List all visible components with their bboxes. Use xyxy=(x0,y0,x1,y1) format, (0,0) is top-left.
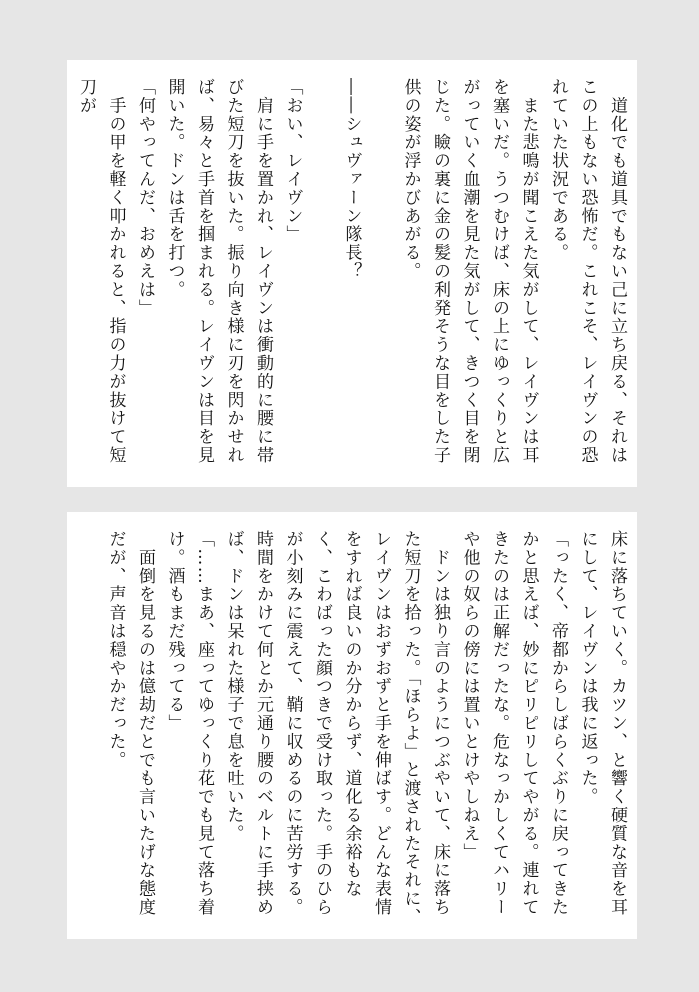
book-page-bottom xyxy=(67,512,637,939)
paragraph: 「……まあ、座ってゆっくり花でも見て落ち着け。酒もまだ残ってる」 xyxy=(164,530,214,917)
book-page-top xyxy=(67,60,637,487)
blank-line xyxy=(366,78,396,479)
page-text-top xyxy=(67,60,637,487)
page-text-bottom xyxy=(94,512,637,939)
paragraph: 手の甲を軽く叩かれると、指の力が抜けて短刀が xyxy=(76,78,126,465)
paragraph: また悲鳴が聞こえた気がして、レイヴンは耳を塞いだ。うつむけば、床の上にゆっくりと広がっていく血潮を見た気がして、きつく目を閉じた。瞼の裏に金の髪の利発そうな目をした子供の姿が浮かびあがる。 xyxy=(400,78,539,465)
blank-line xyxy=(307,78,337,479)
paragraph: 道化でも道具でもない己に立ち戻る、それはこの上もない恐怖だ。これこそ、レイヴンの恐れていた状況である。 xyxy=(548,78,627,465)
paragraph: ドンは独り言のようにつぶやいて、床に落ちた短刀を拾った。「ほらよ」と渡されたそれに、レイヴンはおずおずと手を伸ばす。どんな表情をすれば良いのか分からず、道化る余裕もなく、こわばった顔つきで受け取った。手のひらが小刻みに震えて、鞘に収めるのに苦労する。時間をかけて何とか元通り腰のベルトに手挟めば、ドンは呆れた様子で息を吐いた。 xyxy=(223,530,450,927)
paragraph: 肩に手を置かれ、レイヴンは衝動的に腰に帯びた短刀を抜いた。振り向き様に刃を閃かせれば、易々と手首を掴まれる。レイヴンは目を見開いた。ドンは舌を打つ。 xyxy=(164,78,273,465)
paragraph: 面倒を見るのは億劫だとでも言いたげな態度だが、声音は穏やかだった。 xyxy=(105,530,155,917)
paragraph: ――シュヴァーン隊長？ xyxy=(341,78,362,281)
paragraph: 「何やってんだ、おめえは」 xyxy=(135,78,155,318)
paragraph: 「ったく、帝都からしばらくぶりに戻ってきたかと思えば、妙にピリピリしてやがる。連れてきたのは正解だったな。危なっかしくてハリーや他の奴らの傍には置いとけやしねえ」 xyxy=(459,530,568,917)
paragraph: 「おい、レイヴン」 xyxy=(282,78,303,244)
paragraph: 床に落ちていく。カツン、と響く硬質な音を耳にして、レイヴンは我に返った。 xyxy=(577,530,627,917)
